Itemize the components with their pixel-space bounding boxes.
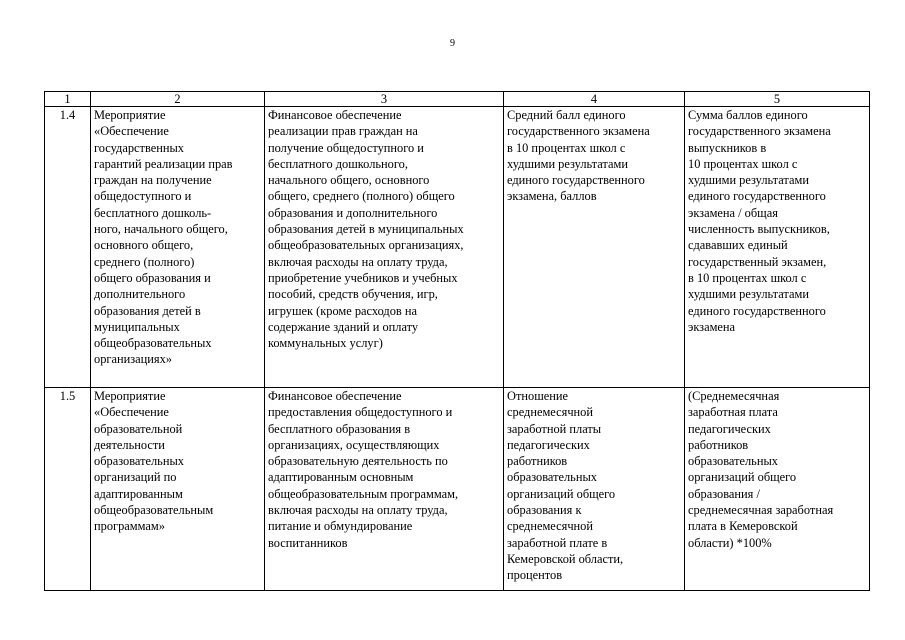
header-cell-5: 5 (685, 92, 870, 107)
header-cell-2: 2 (91, 92, 265, 107)
formula-cell: (Среднемесячная заработная плата педагогических работников образовательных организаций общего образования / среднемесячная заработная плата в Кемеровской области) *100% (685, 388, 870, 591)
description-cell: Финансовое обеспечение реализации прав граждан на получение общедоступного и бесплатного дошкольного, начального общего, основного общего, среднего (полного) общего образования и дополнительного образования детей в муниципальных общеобразовательных организациях, включая расходы на оплату труда, приобретение учебников и учебных пособий, средств обучения, игр, игрушек (кроме расходов на содержание зданий и оплату коммунальных услуг) (265, 107, 504, 388)
table-header-row (45, 92, 870, 107)
formula-cell: Сумма баллов единого государственного экзамена выпускников в 10 процентах школ с худшими результатами единого государственного экзамена / общая численность выпускников, сдававших единый государственный экзамен, в 10 процентах школ с худшими результатами единого государственного экзамена (685, 107, 870, 388)
row-number: 1.4 (45, 107, 91, 388)
header-cell-4: 4 (504, 92, 685, 107)
description-cell: Финансовое обеспечение предоставления общедоступного и бесплатного образования в организациях, осуществляющих образовательную деятельность по адаптированным основным общеобразовательным программам, включая расходы на оплату труда, питание и обмундирование воспитанников (265, 388, 504, 591)
page-number: 9 (450, 38, 455, 49)
indicator-cell: Отношение среднемесячной заработной платы педагогических работников образовательных организаций общего образования к среднемесячной заработной плате в Кемеровской области, процентов (504, 388, 685, 591)
activity-name-cell: Мероприятие «Обеспечение государственных гарантий реализации прав граждан на получение общедоступного и бесплатного дошколь- ного, начального общего, основного общего, среднего (полного) общего образования и дополнительного образования детей в муниципальных общеобразовательных организациях» (91, 107, 265, 388)
indicators-table (44, 91, 870, 591)
activity-name-cell: Мероприятие «Обеспечение образовательной деятельности образовательных организаций по адаптированным общеобразовательным программам» (91, 388, 265, 591)
header-cell-3: 3 (265, 92, 504, 107)
row-number: 1.5 (45, 388, 91, 591)
header-cell-1: 1 (45, 92, 91, 107)
indicator-cell: Средний балл единого государственного экзамена в 10 процентах школ с худшими результатами единого государственного экзамена, баллов (504, 107, 685, 388)
table-row (45, 388, 870, 591)
table-row (45, 107, 870, 388)
